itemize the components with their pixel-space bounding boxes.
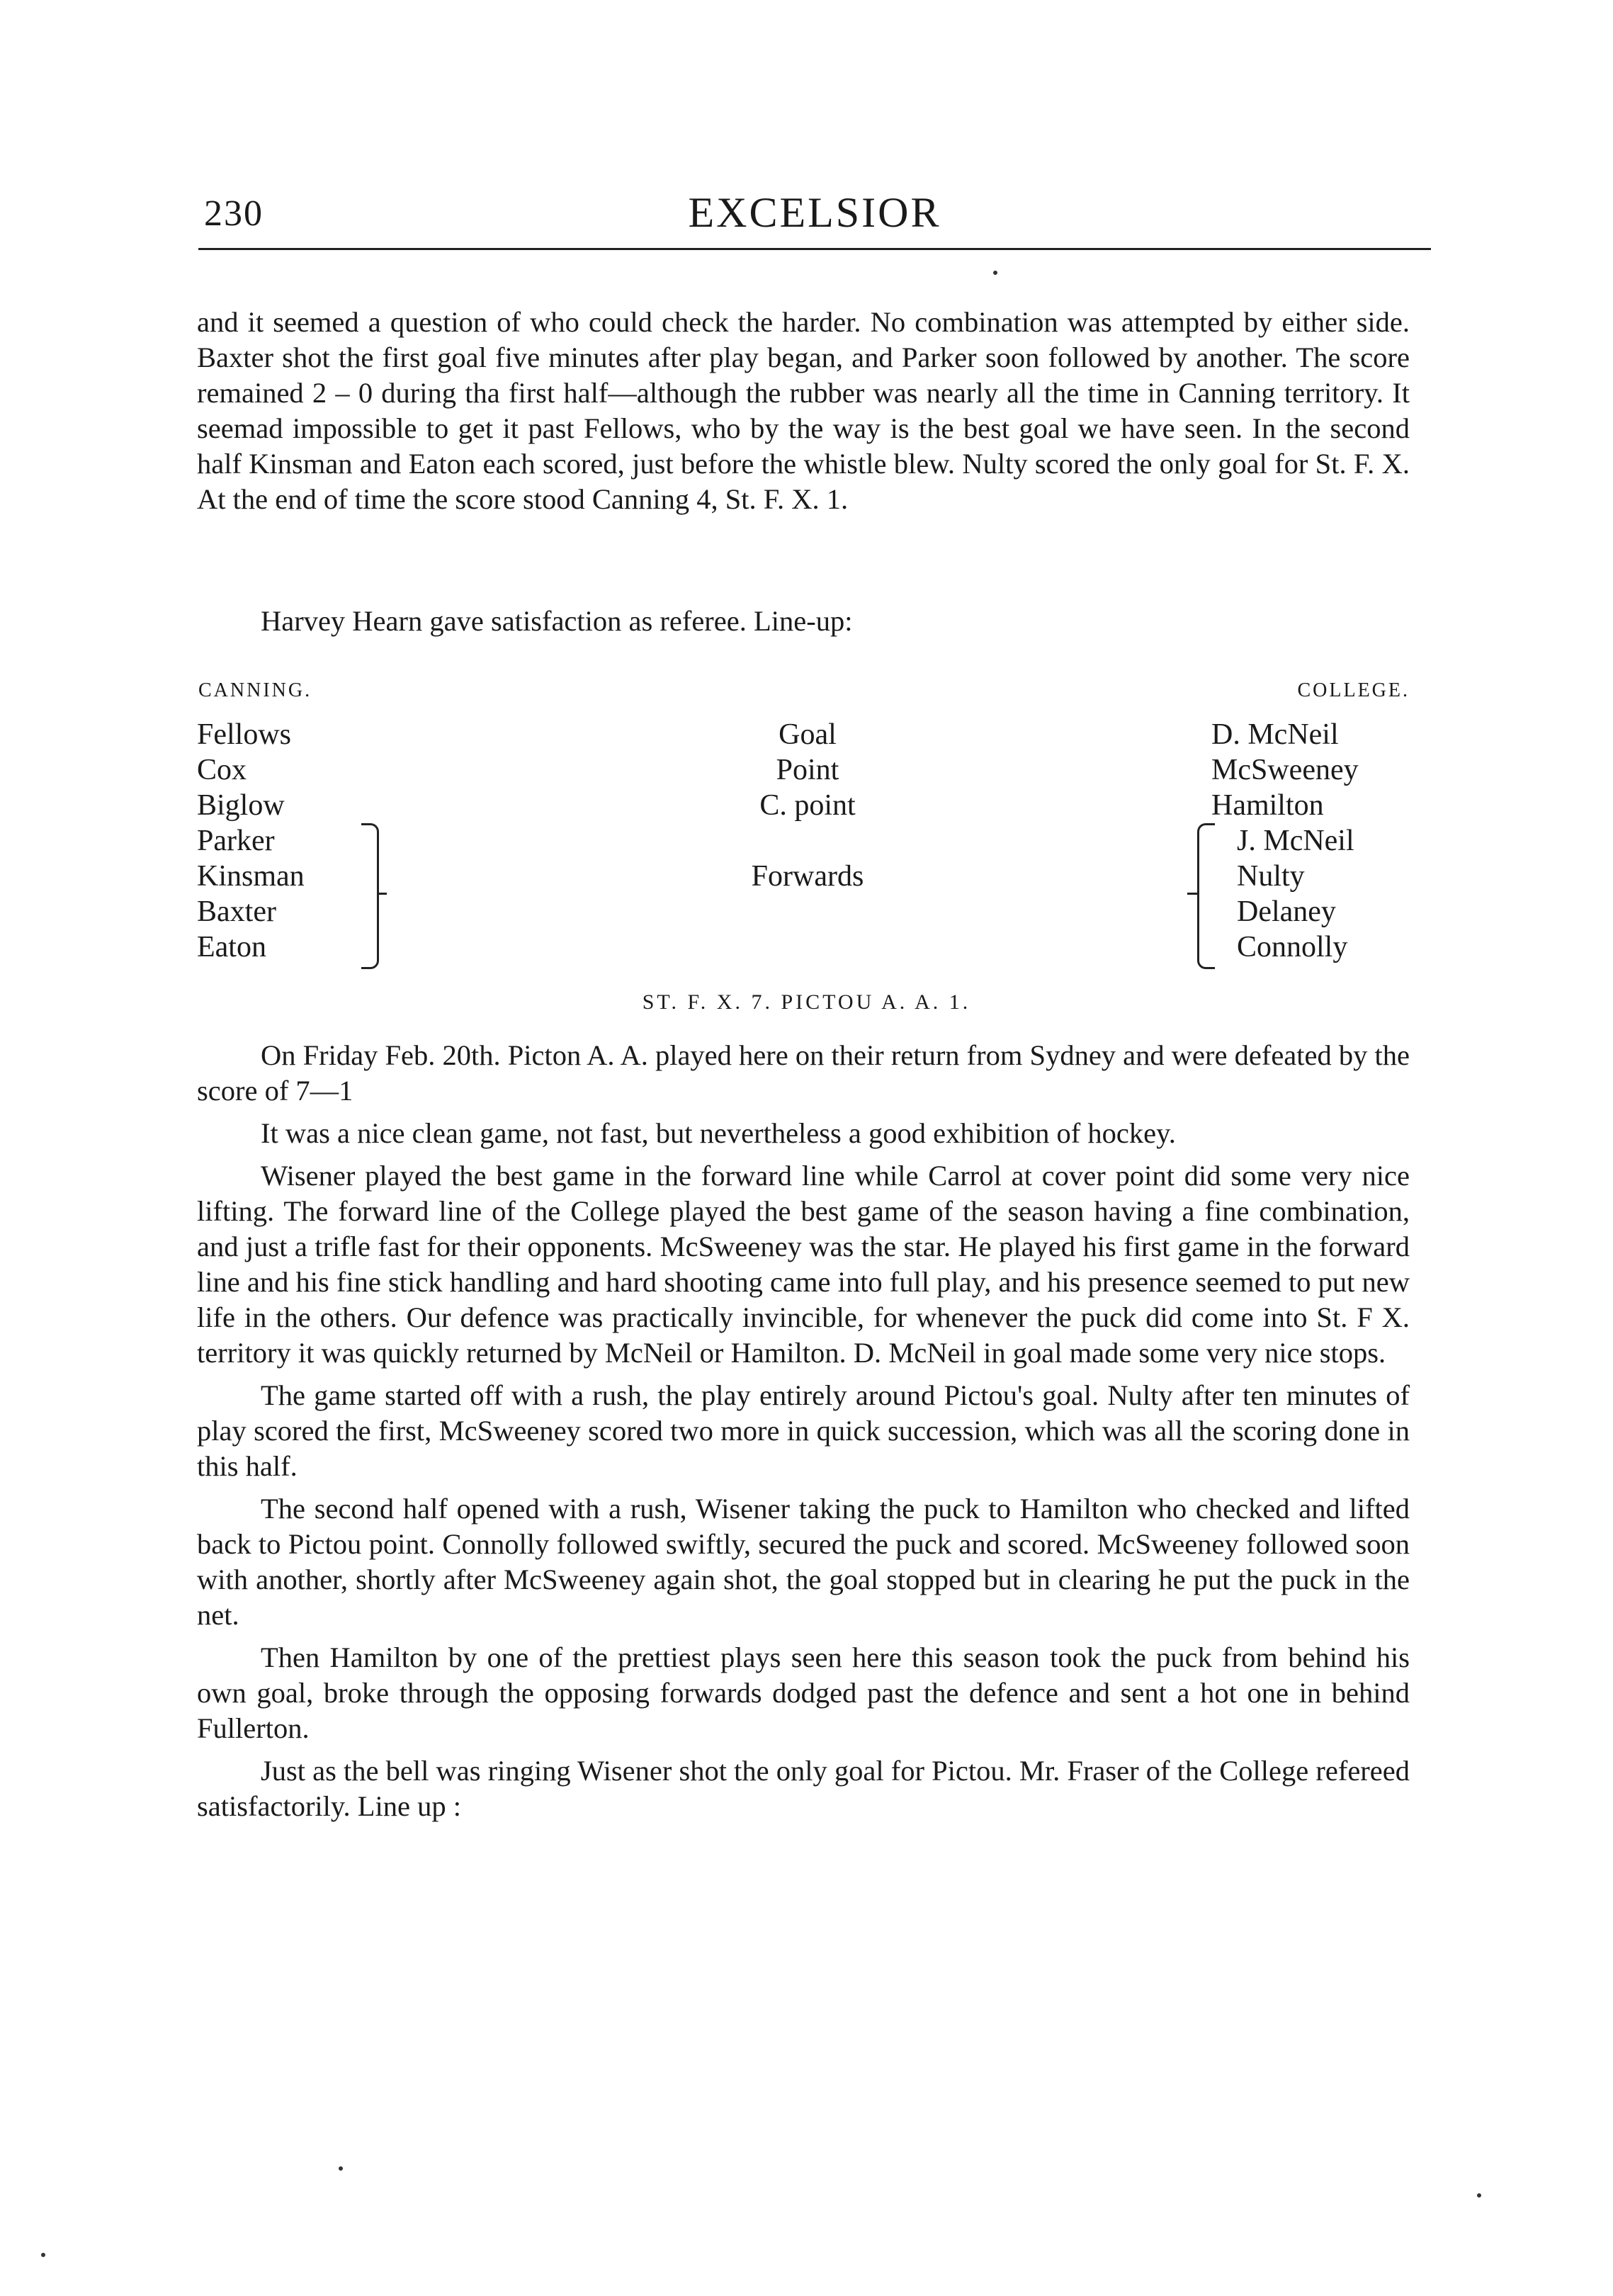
player-name: Hamilton <box>1211 789 1324 822</box>
continuation-text <box>197 305 1410 517</box>
print-speck <box>1477 2193 1481 2198</box>
header-rule <box>198 248 1431 250</box>
player-name: Biglow <box>197 789 285 822</box>
player-name: Parker <box>197 825 275 857</box>
paragraph: Wisener played the best game in the forward line while Carrol at cover point did some very nice lifting. The forward line of the College played the best game of the season having a fine combination, and just a trifle fast for their opponents. McSweeney was the star. He played his first game in the forward line and his fine stick handling and hard shooting came into full play, and his presence seemed to put new life in the others. Our defence was practically invincible, for whenever the puck did come into St. F X. territory it was quickly returned by McNeil or Hamilton. D. McNeil in goal made some very nice stops. <box>197 1160 1410 1369</box>
position-name: Forwards <box>751 860 864 893</box>
player-name: Nulty <box>1237 860 1305 893</box>
page-number: 230 <box>204 193 264 234</box>
player-name: Cox <box>197 754 247 786</box>
position-name: Point <box>776 754 839 786</box>
player-name: D. McNeil <box>1211 718 1339 751</box>
player-name: Fellows <box>197 718 292 751</box>
player-name: Eaton <box>197 931 266 963</box>
position-name: Goal <box>779 718 837 751</box>
paragraph: On Friday Feb. 20th. Picton A. A. played here on their return from Sydney and were defeated by the score of 7—1 <box>197 1039 1410 1107</box>
right-team-label: COLLEGE. <box>1297 679 1410 701</box>
right-player-column <box>1211 717 1424 965</box>
paragraph: Then Hamilton by one of the prettiest plays seen here this season took the puck from behind his own goal, broke through the opposing forwards dodged past the defence and sent a hot one in behind Fullerton. <box>197 1641 1410 1744</box>
referee-text <box>197 604 1410 639</box>
forwards-brace-right-tip <box>1187 893 1197 895</box>
player-name: Baxter <box>197 895 276 928</box>
position-name: C. point <box>759 789 856 822</box>
section-heading: ST. F. X. 7. PICTOU A. A. 1. <box>642 990 971 1014</box>
forwards-brace-left <box>361 823 379 969</box>
print-speck <box>993 271 997 275</box>
paragraph: Just as the bell was ringing Wisener shot the only goal for Pictou. Mr. Fraser of the College refereed satisfactorily. Line up : <box>197 1755 1410 1822</box>
left-team-label: CANNING. <box>198 679 312 701</box>
paragraph: It was a nice clean game, not fast, but nevertheless a good exhibition of hockey. <box>261 1117 1176 1149</box>
player-name: Connolly <box>1237 931 1348 963</box>
page-header <box>198 189 1431 256</box>
print-speck <box>41 2253 45 2257</box>
position-column <box>687 717 928 894</box>
journal-title: EXCELSIOR <box>688 189 941 236</box>
player-name: J. McNeil <box>1237 825 1354 857</box>
paragraph: Harvey Hearn gave satisfaction as referee. Line-up: <box>261 605 853 637</box>
player-name: McSweeney <box>1211 754 1359 786</box>
player-name: Kinsman <box>197 860 305 893</box>
paragraph: and it seemed a question of who could check the harder. No combination was attempted by either side. Baxter shot the first goal five minutes after play began, and Parker soon followed by another. The score remained 2 – 0 during tha first half—although the rubber was nearly all the time in Canning territory. It seemad impossible to get it past Fellows, who by the way is the best goal we have seen. In the second half Kinsman and Eaton each scored, just before the whistle blew. Nulty scored the only goal for St. F. X. At the end of time the score stood Canning 4, St. F. X. 1. <box>197 306 1410 515</box>
player-name: Delaney <box>1237 895 1336 928</box>
print-speck <box>339 2166 343 2171</box>
paragraph: The game started off with a rush, the play entirely around Pictou's goal. Nulty after ten minutes of play scored the first, McSweeney scored two more in quick succession, which was all the scoring done in this half. <box>197 1379 1410 1482</box>
paragraph: The second half opened with a rush, Wisener taking the puck to Hamilton who checked and lifted back to Pictou point. Connolly followed swiftly, secured the puck and scored. McSweeney followed soon with another, shortly after McSweeney again shot, the goal stopped but in clearing he put the puck in the net. <box>197 1493 1410 1631</box>
lineup-table <box>191 673 1424 971</box>
left-player-column <box>197 717 305 965</box>
forwards-brace-left-tip <box>377 893 387 895</box>
article-body <box>197 1038 1410 1831</box>
